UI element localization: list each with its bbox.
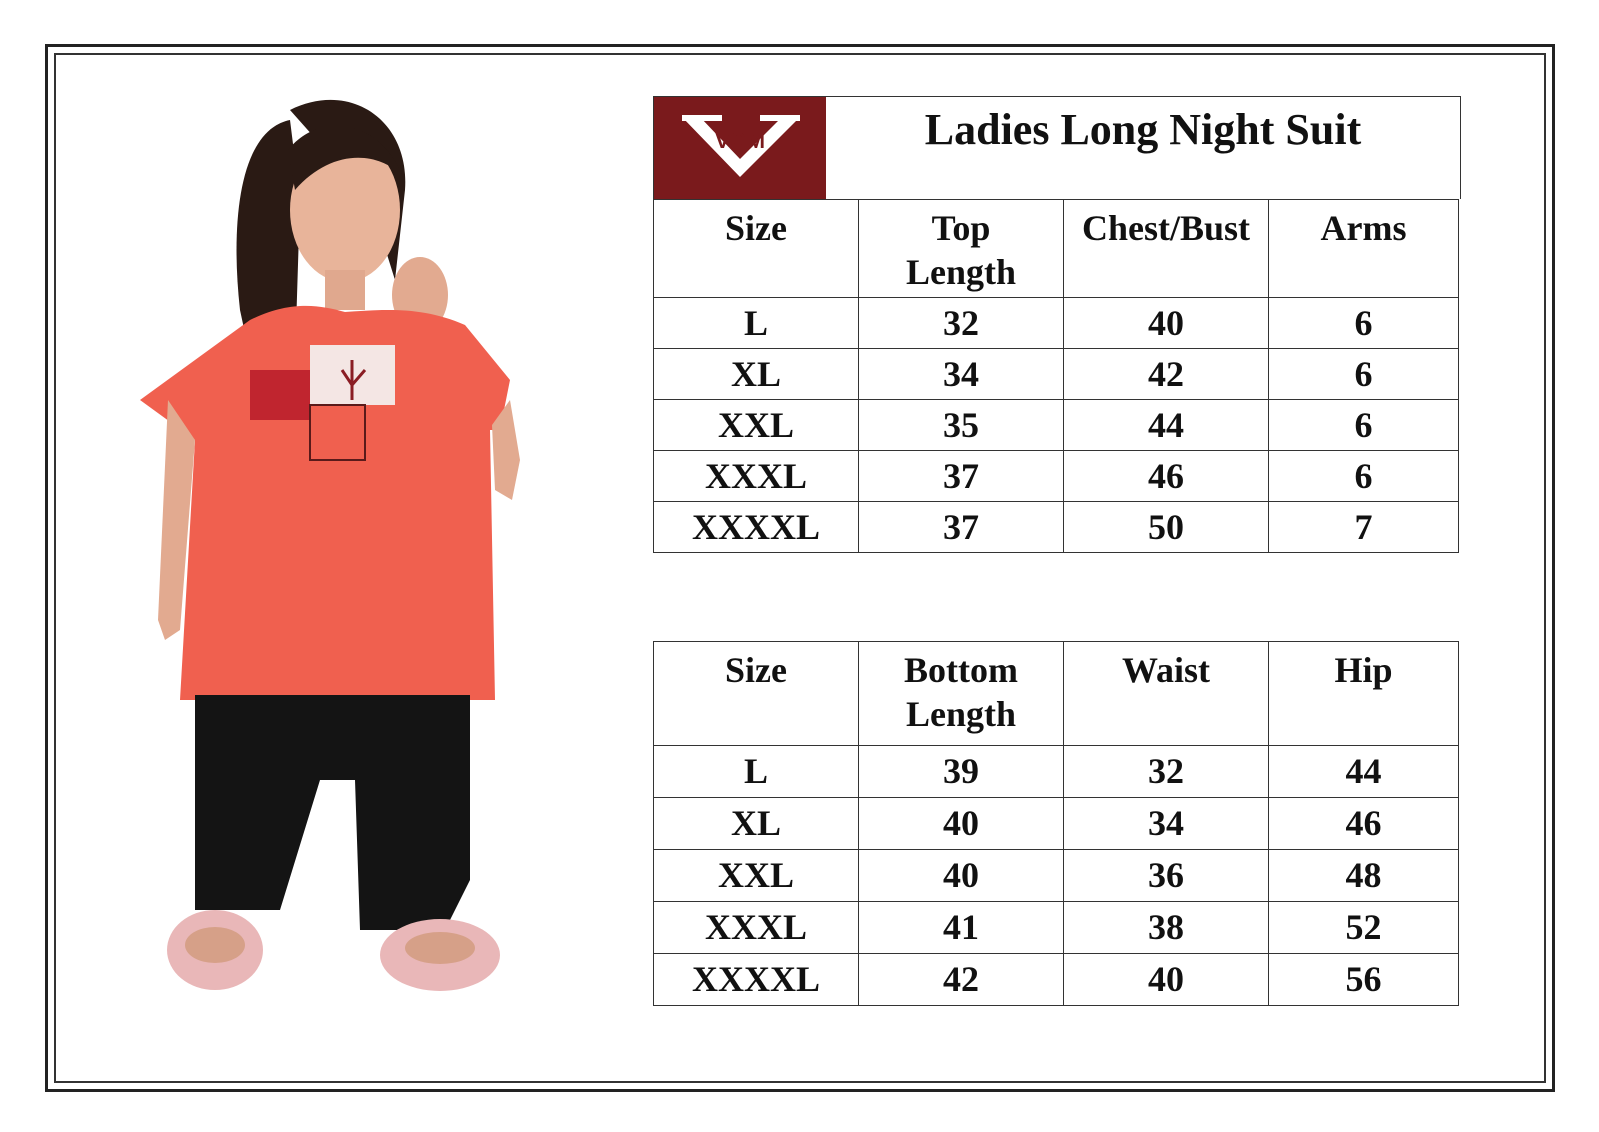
cell-waist: 34 <box>1064 798 1269 850</box>
cell-chest: 50 <box>1064 502 1269 553</box>
table-row <box>654 502 1459 553</box>
cell-hip: 44 <box>1269 746 1459 798</box>
table-header-row <box>654 200 1459 298</box>
header-waist: Waist <box>1064 642 1269 746</box>
cell-waist: 32 <box>1064 746 1269 798</box>
cell-top-length: 34 <box>859 349 1064 400</box>
cell-arms: 6 <box>1269 349 1459 400</box>
cell-bottom-length: 41 <box>859 902 1064 954</box>
cell-chest: 40 <box>1064 298 1269 349</box>
table-row <box>654 954 1459 1006</box>
cell-hip: 48 <box>1269 850 1459 902</box>
cell-size: XXL <box>654 850 859 902</box>
cell-size: XL <box>654 349 859 400</box>
brand-logo <box>654 97 826 199</box>
bottom-size-table <box>653 641 1459 1006</box>
cell-chest: 46 <box>1064 451 1269 502</box>
page-title: Ladies Long Night Suit <box>924 105 1362 154</box>
cell-top-length: 32 <box>859 298 1064 349</box>
table-row <box>654 902 1459 954</box>
cell-size: L <box>654 298 859 349</box>
header-size: Size <box>654 200 859 298</box>
cell-top-length: 37 <box>859 451 1064 502</box>
cell-arms: 6 <box>1269 451 1459 502</box>
cell-size: XXXXL <box>654 502 859 553</box>
cell-size: XXL <box>654 400 859 451</box>
header-bottom-length: Bottom Length <box>859 642 1064 746</box>
top-size-table <box>653 199 1459 553</box>
cell-waist: 36 <box>1064 850 1269 902</box>
table-row <box>654 400 1459 451</box>
table-header-row <box>654 642 1459 746</box>
cell-bottom-length: 40 <box>859 850 1064 902</box>
cell-top-length: 35 <box>859 400 1064 451</box>
cell-arms: 7 <box>1269 502 1459 553</box>
cell-bottom-length: 42 <box>859 954 1064 1006</box>
header-arms: Arms <box>1269 200 1459 298</box>
table-row <box>654 850 1459 902</box>
table-row <box>654 298 1459 349</box>
cell-hip: 56 <box>1269 954 1459 1006</box>
cell-chest: 42 <box>1064 349 1269 400</box>
table-row <box>654 451 1459 502</box>
cell-hip: 52 <box>1269 902 1459 954</box>
header <box>653 96 1461 199</box>
table-row <box>654 349 1459 400</box>
cell-size: L <box>654 746 859 798</box>
cell-size: XXXXL <box>654 954 859 1006</box>
cell-size: XXXL <box>654 902 859 954</box>
model-photo <box>120 80 570 1040</box>
cell-top-length: 37 <box>859 502 1064 553</box>
header-hip: Hip <box>1269 642 1459 746</box>
cell-size: XL <box>654 798 859 850</box>
cell-bottom-length: 39 <box>859 746 1064 798</box>
cell-waist: 40 <box>1064 954 1269 1006</box>
header-size: Size <box>654 642 859 746</box>
cell-bottom-length: 40 <box>859 798 1064 850</box>
table-row <box>654 798 1459 850</box>
table-row <box>654 746 1459 798</box>
logo-text: VGM <box>714 128 766 153</box>
header-top-length: Top Length <box>859 200 1064 298</box>
header-chest-bust: Chest/Bust <box>1064 200 1269 298</box>
cell-waist: 38 <box>1064 902 1269 954</box>
cell-chest: 44 <box>1064 400 1269 451</box>
cell-size: XXXL <box>654 451 859 502</box>
cell-arms: 6 <box>1269 400 1459 451</box>
cell-arms: 6 <box>1269 298 1459 349</box>
cell-hip: 46 <box>1269 798 1459 850</box>
